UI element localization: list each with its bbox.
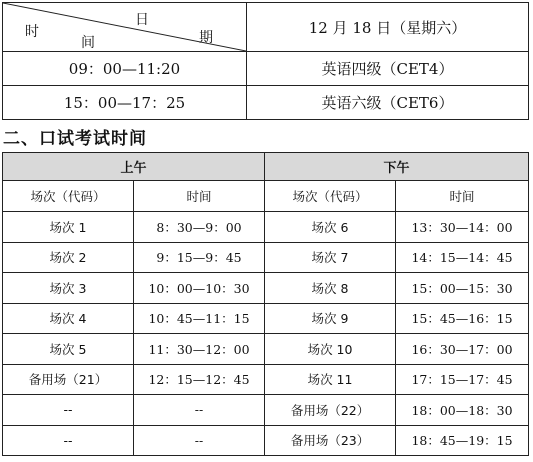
pm-time: 18：00—18：30 bbox=[396, 395, 529, 426]
am-time: 11：30—12：00 bbox=[134, 334, 265, 365]
am-session: 场次 1 bbox=[3, 212, 134, 243]
pm-time: 15：45—16：15 bbox=[396, 303, 529, 334]
am-session: 场次 4 bbox=[3, 303, 134, 334]
am-session: 备用场（21） bbox=[3, 364, 134, 395]
written-time: 15：00—17：25 bbox=[3, 86, 247, 120]
written-exam: 英语四级（CET4） bbox=[247, 52, 529, 86]
am-session-header: 场次（代码） bbox=[3, 181, 134, 212]
am-session: 场次 2 bbox=[3, 242, 134, 273]
am-time: -- bbox=[134, 395, 265, 426]
am-session: 场次 5 bbox=[3, 334, 134, 365]
am-session: -- bbox=[3, 425, 134, 456]
section-title: 二、口试考试时间 bbox=[3, 129, 147, 149]
am-time: 10：00—10：30 bbox=[134, 273, 265, 304]
table-row bbox=[3, 303, 529, 334]
am-session: -- bbox=[3, 395, 134, 426]
pm-session: 备用场（22） bbox=[265, 395, 396, 426]
written-exam: 英语六级（CET6） bbox=[247, 86, 529, 120]
pm-session-header: 场次（代码） bbox=[265, 181, 396, 212]
table-row bbox=[3, 273, 529, 304]
header-label-qi: 期 bbox=[199, 30, 213, 46]
am-time: -- bbox=[134, 425, 265, 456]
pm-session: 备用场（23） bbox=[265, 425, 396, 456]
exam-date: 12 月 18 日（星期六） bbox=[247, 3, 529, 52]
table-row bbox=[3, 425, 529, 456]
pm-session: 场次 8 bbox=[265, 273, 396, 304]
morning-header: 上午 bbox=[3, 153, 265, 181]
am-time: 10：45—11：15 bbox=[134, 303, 265, 334]
written-row bbox=[3, 86, 529, 120]
pm-time: 17：15—17：45 bbox=[396, 364, 529, 395]
oral-header-row bbox=[3, 153, 529, 181]
pm-time-header: 时间 bbox=[396, 181, 529, 212]
am-time: 12：15—12：45 bbox=[134, 364, 265, 395]
pm-session: 场次 11 bbox=[265, 364, 396, 395]
pm-time: 15：00—15：30 bbox=[396, 273, 529, 304]
am-time: 9：15—9：45 bbox=[134, 242, 265, 273]
am-time-header: 时间 bbox=[134, 181, 265, 212]
time-date-diagonal-header bbox=[3, 3, 247, 52]
pm-session: 场次 7 bbox=[265, 242, 396, 273]
am-session: 场次 3 bbox=[3, 273, 134, 304]
header-label-ri: 日 bbox=[135, 12, 149, 28]
afternoon-header: 下午 bbox=[265, 153, 529, 181]
written-time: 09：00—11:20 bbox=[3, 52, 247, 86]
pm-time: 18：45—19：15 bbox=[396, 425, 529, 456]
am-time: 8：30—9：00 bbox=[134, 212, 265, 243]
oral-exam-table bbox=[2, 152, 529, 456]
table-row bbox=[3, 364, 529, 395]
pm-session: 场次 10 bbox=[265, 334, 396, 365]
pm-time: 16：30—17：00 bbox=[396, 334, 529, 365]
table-row bbox=[3, 212, 529, 243]
oral-subheader-row bbox=[3, 181, 529, 212]
header-label-jian: 间 bbox=[81, 35, 95, 51]
written-header-row bbox=[3, 3, 529, 52]
written-row bbox=[3, 52, 529, 86]
pm-session: 场次 9 bbox=[265, 303, 396, 334]
header-label-shi: 时 bbox=[25, 24, 39, 40]
table-row bbox=[3, 395, 529, 426]
table-row bbox=[3, 242, 529, 273]
pm-time: 14：15—14：45 bbox=[396, 242, 529, 273]
table-row bbox=[3, 334, 529, 365]
pm-time: 13：30—14：00 bbox=[396, 212, 529, 243]
pm-session: 场次 6 bbox=[265, 212, 396, 243]
written-exam-table bbox=[2, 2, 529, 120]
